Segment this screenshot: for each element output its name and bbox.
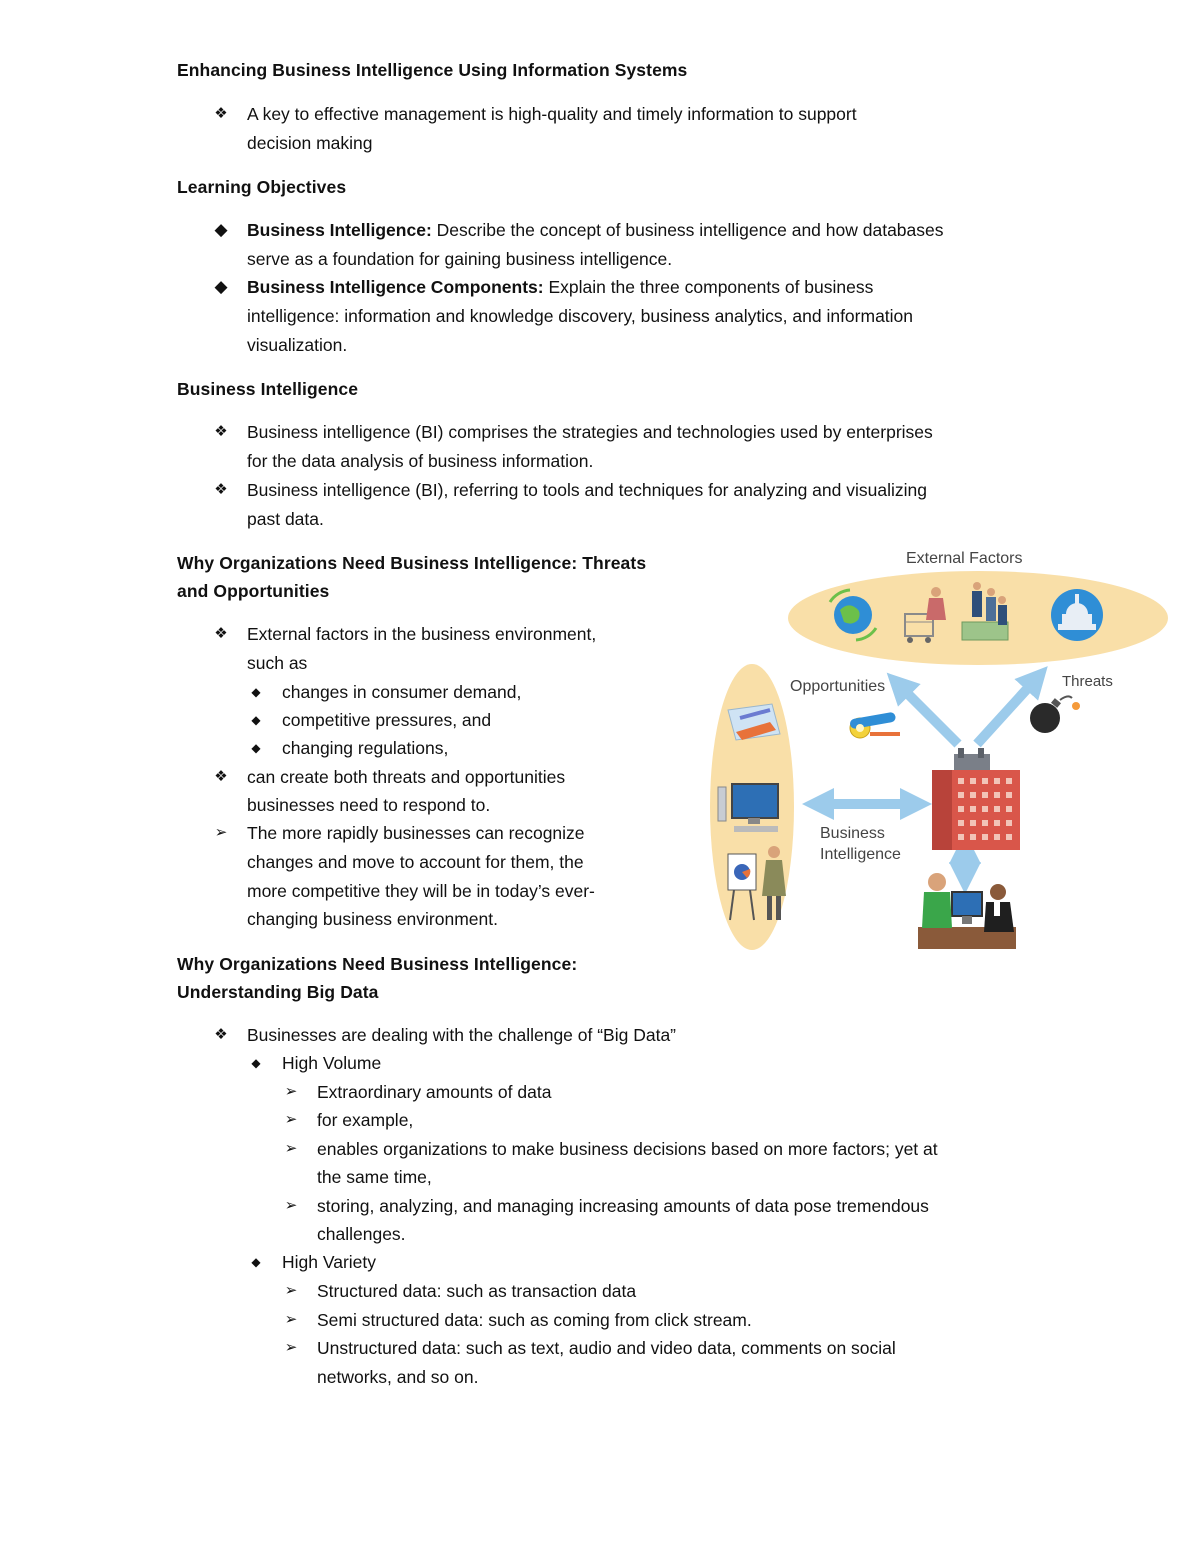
four-diamond-icon: ❖ xyxy=(214,481,228,498)
text-line: The more rapidly businesses can recognize xyxy=(247,823,585,843)
text-line: serve as a foundation for gaining business intelligence. xyxy=(247,248,673,269)
four-diamond-icon: ❖ xyxy=(214,423,228,440)
four-diamond-icon: ❖ xyxy=(214,1026,228,1043)
bomb-icon xyxy=(1030,696,1080,733)
arrowhead-icon: ➢ xyxy=(214,824,228,841)
list-item: competitive pressures, and xyxy=(282,710,492,730)
text-line: decision making xyxy=(247,132,373,153)
text-line: networks, and so on. xyxy=(317,1367,479,1387)
small-diamond-icon: ◆ xyxy=(251,685,261,699)
small-diamond-icon: ◆ xyxy=(251,741,261,755)
objective-title: Business Intelligence Components: xyxy=(247,277,544,297)
list-item: High Volume xyxy=(282,1053,382,1073)
threats-label: Threats xyxy=(1062,673,1113,690)
text-line: the same time, xyxy=(317,1167,432,1187)
text-line: intelligence: information and knowledge discovery, business analytics, and information xyxy=(247,306,914,326)
threats-arrow xyxy=(977,678,1037,744)
capitol-icon xyxy=(1051,589,1103,641)
text-line: Businesses are dealing with the challenge of “Big Data” xyxy=(247,1025,676,1045)
list-item: changing regulations, xyxy=(282,738,449,758)
text-line: past data. xyxy=(247,508,324,529)
text-line: Business intelligence (BI), referring to tools and techniques for analyzing and visualizing xyxy=(247,480,927,500)
list-item: for example, xyxy=(317,1110,414,1130)
text-line: businesses need to respond to. xyxy=(247,795,491,815)
arrowhead-icon: ➢ xyxy=(284,1197,298,1214)
list-item: changes in consumer demand, xyxy=(282,682,522,702)
list-item: High Variety xyxy=(282,1252,377,1272)
text-line: External factors in the business environment, xyxy=(247,624,597,644)
opportunities-arrow xyxy=(898,684,958,744)
objective-item xyxy=(247,216,944,245)
heading-big-data: Why Organizations Need Business Intelligence: xyxy=(177,954,578,974)
four-diamond-icon: ❖ xyxy=(214,625,228,642)
heading-big-data-cont: Understanding Big Data xyxy=(177,982,379,1002)
list-item: Unstructured data: such as text, audio and video data, comments on social xyxy=(317,1338,896,1358)
text-line: can create both threats and opportunities xyxy=(247,767,566,787)
arrowhead-icon: ➢ xyxy=(284,1339,298,1356)
heading-enhancing-bi: Enhancing Business Intelligence Using Information Systems xyxy=(177,60,688,80)
objective-text: Explain the three components of business xyxy=(543,277,874,297)
heading-learning-objectives: Learning Objectives xyxy=(177,177,347,197)
workers-icon xyxy=(918,873,1016,949)
diamond-icon: ◆ xyxy=(214,277,228,296)
arrowhead-icon: ➢ xyxy=(284,1083,298,1100)
list-item: enables organizations to make business decisions based on more factors; yet at xyxy=(317,1139,938,1159)
chart-icon xyxy=(728,704,780,740)
external-factors-label: External Factors xyxy=(906,550,1023,567)
heading-business-intelligence: Business Intelligence xyxy=(177,379,359,399)
bi-label-line2: Intelligence xyxy=(820,846,901,863)
building-icon xyxy=(932,748,1020,850)
text-line: visualization. xyxy=(247,334,348,355)
objective-item xyxy=(247,273,873,302)
text-line: Business intelligence (BI) comprises the strategies and technologies used by enterprises xyxy=(247,422,933,442)
text-line: challenges. xyxy=(317,1224,406,1244)
bi-label-line1: Business xyxy=(820,825,885,842)
list-item: Extraordinary amounts of data xyxy=(317,1082,552,1102)
heading-threats-opportunities: Why Organizations Need Business Intelligence: Threats xyxy=(177,553,647,573)
heading-threats-opportunities-cont: and Opportunities xyxy=(177,581,330,601)
key-icon xyxy=(849,712,900,738)
text-line: such as xyxy=(247,652,308,673)
bi-diagram xyxy=(700,542,1170,962)
arrowhead-icon: ➢ xyxy=(284,1311,298,1328)
text-line: changing business environment. xyxy=(247,909,498,929)
text-line: for the data analysis of business information. xyxy=(247,450,594,471)
small-diamond-icon: ◆ xyxy=(251,1056,261,1070)
four-diamond-icon: ❖ xyxy=(214,105,228,122)
small-diamond-icon: ◆ xyxy=(251,1255,261,1269)
diamond-icon: ◆ xyxy=(214,220,228,239)
text-line: A key to effective management is high-quality and timely information to support xyxy=(247,104,857,124)
arrowhead-icon: ➢ xyxy=(284,1140,298,1157)
opportunities-label: Opportunities xyxy=(790,678,886,695)
objective-title: Business Intelligence: xyxy=(247,220,432,240)
text-line: more competitive they will be in today’s ever- xyxy=(247,881,595,901)
list-item: Structured data: such as transaction data xyxy=(317,1281,637,1301)
four-diamond-icon: ❖ xyxy=(214,768,228,785)
arrowhead-icon: ➢ xyxy=(284,1111,298,1128)
list-item: Semi structured data: such as coming from click stream. xyxy=(317,1310,752,1330)
objective-text: Describe the concept of business intelligence and how databases xyxy=(431,220,944,240)
small-diamond-icon: ◆ xyxy=(251,713,261,727)
arrowhead-icon: ➢ xyxy=(284,1282,298,1299)
text-line: changes and move to account for them, the xyxy=(247,852,584,872)
list-item: storing, analyzing, and managing increasing amounts of data pose tremendous xyxy=(317,1196,929,1216)
